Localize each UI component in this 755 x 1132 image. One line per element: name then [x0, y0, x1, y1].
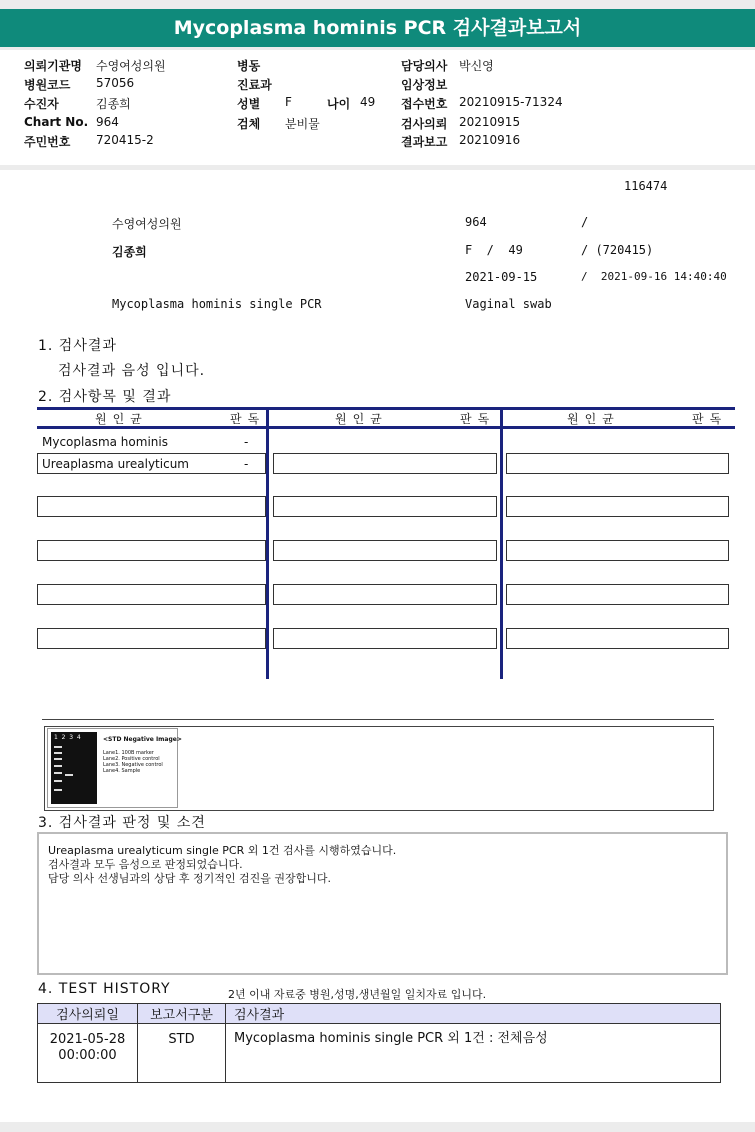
history-date-cell	[38, 1024, 138, 1083]
row2-pathogen: Ureaplasma urealyticum	[42, 457, 189, 471]
receipt-label: 접수번호	[401, 97, 448, 111]
section3-title: 3. 검사결과 판정 및 소견	[38, 815, 206, 831]
history-col-type: 보고서구분	[138, 1004, 226, 1024]
history-table	[37, 1003, 721, 1083]
result-cell	[273, 540, 497, 561]
section2-title: 2. 검사항목 및 결과	[38, 389, 172, 405]
col-pathogen-1: 원인균	[95, 412, 148, 426]
sheet-slash: /	[581, 215, 589, 229]
history-type: STD	[138, 1024, 226, 1083]
result-cell	[506, 628, 729, 649]
gel-title: <STD Negative Image>	[103, 736, 182, 743]
history-result: Mycoplasma hominis single PCR 외 1건 : 전체음성	[226, 1024, 721, 1083]
report-label: 결과보고	[401, 135, 448, 149]
history-col-date: 검사의뢰일	[38, 1004, 138, 1024]
col-pathogen-3: 원인균	[567, 412, 620, 426]
opinion-line-1: Ureaplasma urealyticum single PCR 외 1건 검사를 시행하였습니다.	[48, 844, 397, 857]
sheet-test-name: Mycoplasma hominis single PCR	[112, 297, 322, 311]
chart-label: Chart No.	[24, 115, 89, 129]
opinion-line-2: 검사결과 모두 음성으로 판정되었습니다.	[48, 858, 243, 871]
rrn-label: 주민번호	[24, 135, 71, 149]
code-value: 57056	[96, 76, 135, 90]
result-cell	[37, 584, 266, 605]
opinion-box	[37, 832, 728, 975]
gel-legend-2: Lane2. Positive control	[103, 756, 160, 762]
gel-legend-1: Lane1. 100B marker	[103, 750, 154, 756]
history-date: 2021-05-28	[49, 1032, 126, 1047]
gel-lane-numbers: 1 2 3 4	[54, 734, 81, 741]
section1-title: 1. 검사결과	[38, 338, 117, 354]
receipt-value: 20210915-71324	[459, 95, 563, 109]
age-label: 나이	[327, 97, 351, 111]
result-cell	[506, 496, 729, 517]
result-cell	[506, 453, 729, 474]
result-cell	[506, 584, 729, 605]
history-time: 00:00:00	[58, 1048, 117, 1063]
request-value: 20210915	[459, 115, 521, 129]
gel-legend-3: Lane3. Negative control	[103, 762, 163, 768]
result-cell	[37, 628, 266, 649]
report-value: 20210916	[459, 133, 521, 147]
result-cell	[273, 584, 497, 605]
chart-value: 964	[96, 115, 119, 129]
gel-top-rule	[42, 719, 714, 720]
result-cell	[273, 453, 497, 474]
sheet-id: 116474	[624, 179, 668, 193]
col-result-1: 판독	[230, 412, 266, 426]
sheet-patient: 김종희	[112, 245, 147, 259]
table-row	[38, 1024, 721, 1083]
sheet-rrn: / (720415)	[581, 243, 654, 257]
result-cell	[273, 496, 497, 517]
patient-value: 김종희	[96, 97, 131, 111]
gel-legend-4: Lane4. Sample	[103, 768, 141, 774]
gel-lanes-image	[51, 732, 97, 804]
history-note: 2년 이내 자료중 병원,성명,생년월일 일치자료 입니다.	[228, 988, 487, 1001]
hospital-value: 수영여성의원	[96, 59, 166, 73]
row1-result: -	[244, 435, 249, 449]
grid-divider-1	[266, 407, 269, 679]
result-sheet	[0, 170, 755, 1122]
ward-label: 병동	[237, 59, 261, 73]
report-title: Mycoplasma hominis PCR 검사결과보고서	[0, 9, 755, 47]
sheet-specimen: Vaginal swab	[465, 297, 552, 311]
specimen-label: 검체	[237, 117, 261, 131]
request-label: 검사의뢰	[401, 117, 448, 131]
age-value: 49	[360, 95, 376, 109]
row1-pathogen: Mycoplasma hominis	[42, 435, 168, 449]
patient-label: 수진자	[24, 97, 59, 111]
clinical-label: 임상정보	[401, 78, 448, 92]
result-cell	[37, 540, 266, 561]
history-header-row	[38, 1004, 721, 1024]
history-col-result: 검사결과	[226, 1004, 721, 1024]
doctor-value: 박신영	[459, 59, 494, 73]
col-pathogen-2: 원인균	[335, 412, 388, 426]
opinion-line-3: 담당 의사 선생님과의 상담 후 정기적인 검진을 권장합니다.	[48, 872, 331, 885]
row2-result: -	[244, 457, 249, 471]
sex-label: 성별	[237, 97, 261, 111]
sheet-chart: 964	[465, 215, 487, 229]
sheet-hospital: 수영여성의원	[112, 217, 182, 231]
grid-divider-2	[500, 407, 503, 679]
sheet-date-report: / 2021-09-16 14:40:40	[581, 270, 727, 283]
code-label: 병원코드	[24, 78, 71, 92]
dept-label: 진료과	[237, 78, 272, 92]
col-result-2: 판독	[460, 412, 496, 426]
specimen-value: 분비물	[285, 117, 320, 131]
section1-text: 검사결과 음성 입니다.	[58, 363, 206, 379]
rrn-value: 720415-2	[96, 133, 154, 147]
sheet-sex-age: F / 49	[465, 243, 523, 257]
result-cell	[37, 496, 266, 517]
section4-title: 4. TEST HISTORY	[38, 981, 171, 997]
result-cell	[273, 628, 497, 649]
hospital-label: 의뢰기관명	[24, 59, 82, 73]
sex-value: F	[285, 95, 292, 109]
sheet-date-request: 2021-09-15	[465, 270, 538, 284]
col-result-3: 판독	[692, 412, 728, 426]
result-cell	[506, 540, 729, 561]
doctor-label: 담당의사	[401, 59, 448, 73]
report-header	[0, 50, 755, 165]
